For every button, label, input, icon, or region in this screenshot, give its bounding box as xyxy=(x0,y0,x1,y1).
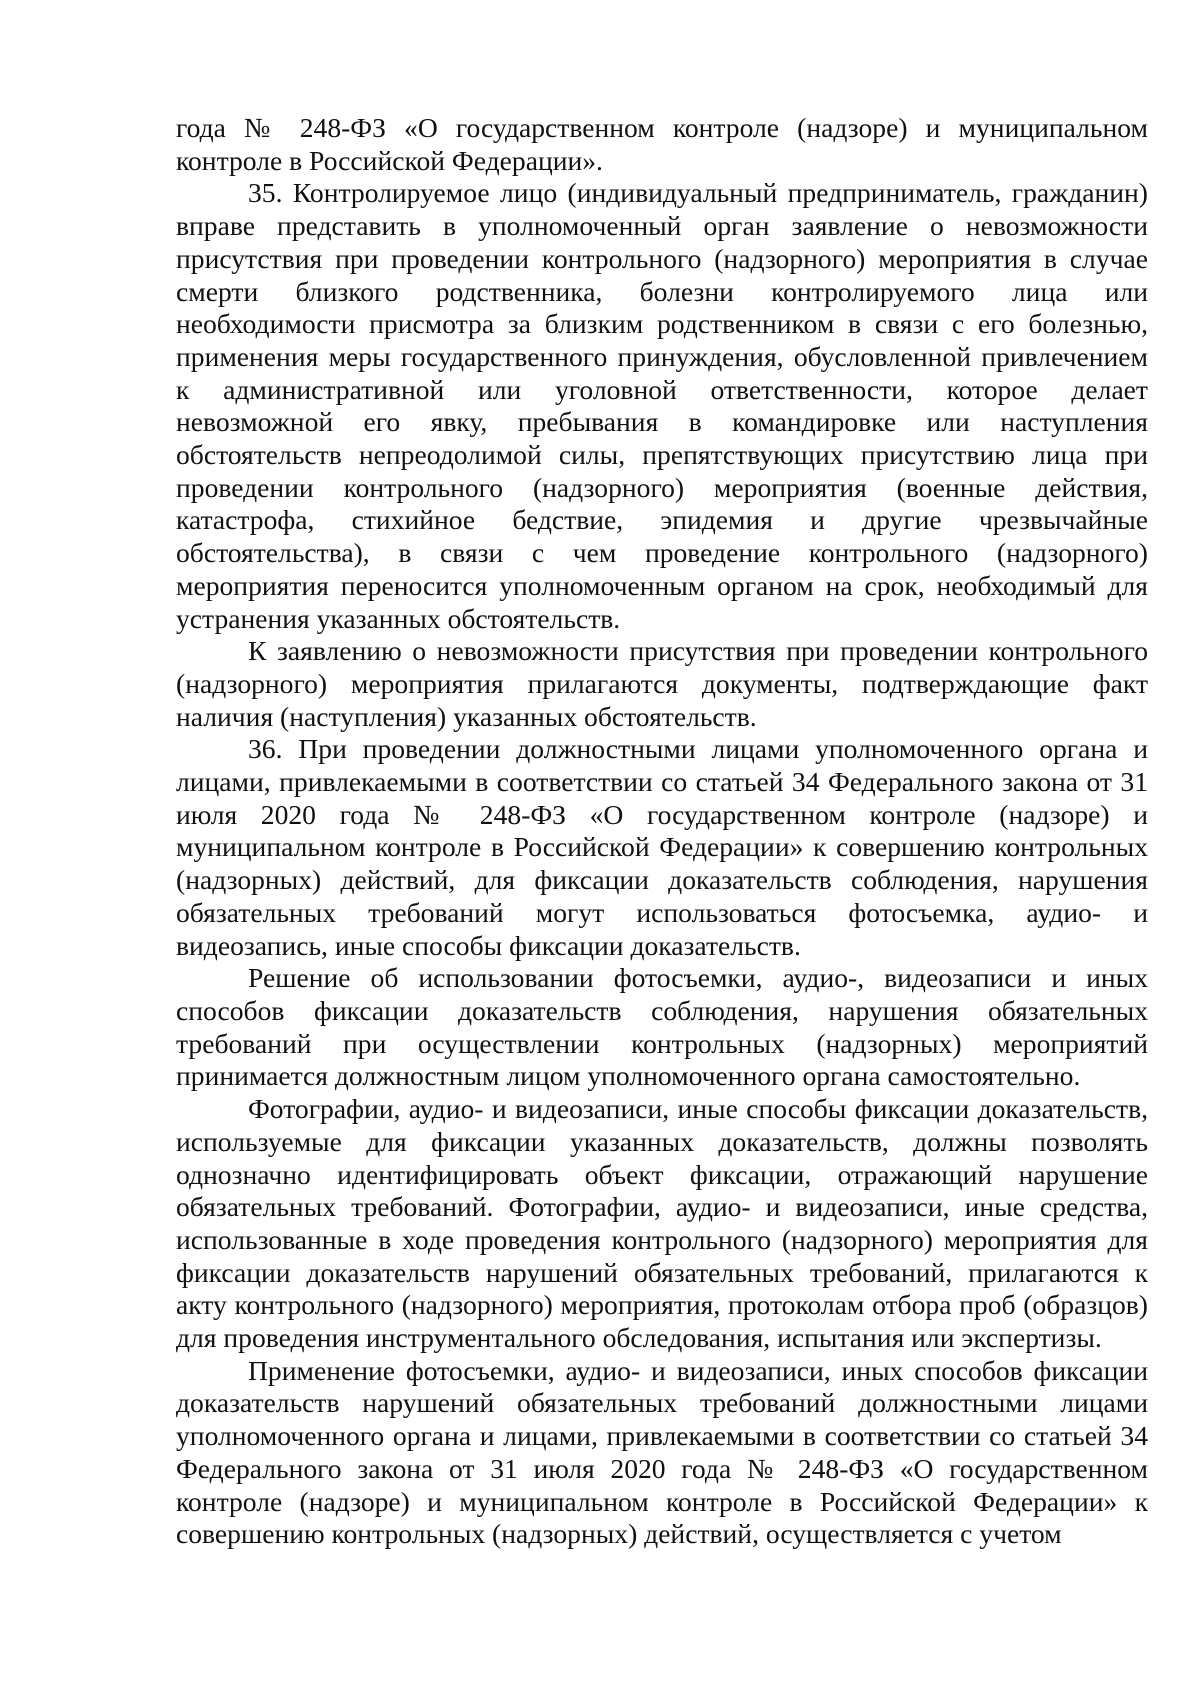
paragraph-item-35: 35. Контролируемое лицо (индивидуальный предприниматель, гражданин) вправе представить в уполномоченный орган заявление о невозможности присутствия при проведении контрольного (надзорного) мероприятия в случае смерти близкого родственника, болезни контролируемого лица или необходимости присмотра за близким родственником в связи с его болезнью, применения меры государственного принуждения, обусловленной привлечением к административной или уголовной ответственности, которое делает невозможной его явку, пребывания в командировке или наступления обстоятельств непреодолимой силы, препятствующих присутствию лица при проведении контрольного (надзорного) мероприятия (военные действия, катастрофа, стихийное бедствие, эпидемия и другие чрезвычайные обстоятельства), в связи с чем проведение контрольного (надзорного) мероприятия переносится уполномоченным органом на срок, необходимый для устранения указанных обстоятельств. xyxy=(176,177,1148,634)
paragraph-item-36-application: Применение фотосъемки, аудио- и видеозаписи, иных способов фиксации доказательств нарушений обязательных требований должностными лицами уполномоченного органа и лицами, привлекаемыми в соответствии со статьей 34 Федерального закона от 31 июля 2020 года № 248-ФЗ «О государственном контроле (надзоре) и муниципальном контроле в Российской Федерации» к совершению контрольных (надзорных) действий, осуществляется с учетом xyxy=(176,1354,1148,1550)
document-body xyxy=(176,112,1148,1551)
paragraph-item-35-documents: К заявлению о невозможности присутствия при проведении контрольного (надзорного) мероприятия прилагаются документы, подтверждающие факт наличия (наступления) указанных обстоятельств. xyxy=(176,635,1148,732)
paragraph-item-36: 36. При проведении должностными лицами уполномоченного органа и лицами, привлекаемыми в соответствии со статьей 34 Федерального закона от 31 июля 2020 года № 248-ФЗ «О государственном контроле (надзоре) и муниципальном контроле в Российской Федерации» к совершению контрольных (надзорных) действий, для фиксации доказательств соблюдения, нарушения обязательных требований могут использоваться фотосъемка, аудио- и видеозапись, иные способы фиксации доказательств. xyxy=(176,733,1148,961)
paragraph-item-36-photos: Фотографии, аудио- и видеозаписи, иные способы фиксации доказательств, используемые для фиксации указанных доказательств, должны позволять однозначно идентифицировать объект фиксации, отражающий нарушение обязательных требований. Фотографии, аудио- и видеозаписи, иные средства, использованные в ходе проведения контрольного (надзорного) мероприятия для фиксации доказательств нарушений обязательных требований, прилагаются к акту контрольного (надзорного) мероприятия, протоколам отбора проб (образцов) для проведения инструментального обследования, испытания или экспертизы. xyxy=(176,1093,1148,1354)
paragraph-continuation: года № 248-ФЗ «О государственном контроле (надзоре) и муниципальном контроле в Российской Федерации». xyxy=(176,112,1148,176)
paragraph-item-36-decision: Решение об использовании фотосъемки, аудио-, видеозаписи и иных способов фиксации доказательств соблюдения, нарушения обязательных требований при осуществлении контрольных (надзорных) мероприятий принимается должностным лицом уполномоченного органа самостоятельно. xyxy=(176,962,1148,1092)
